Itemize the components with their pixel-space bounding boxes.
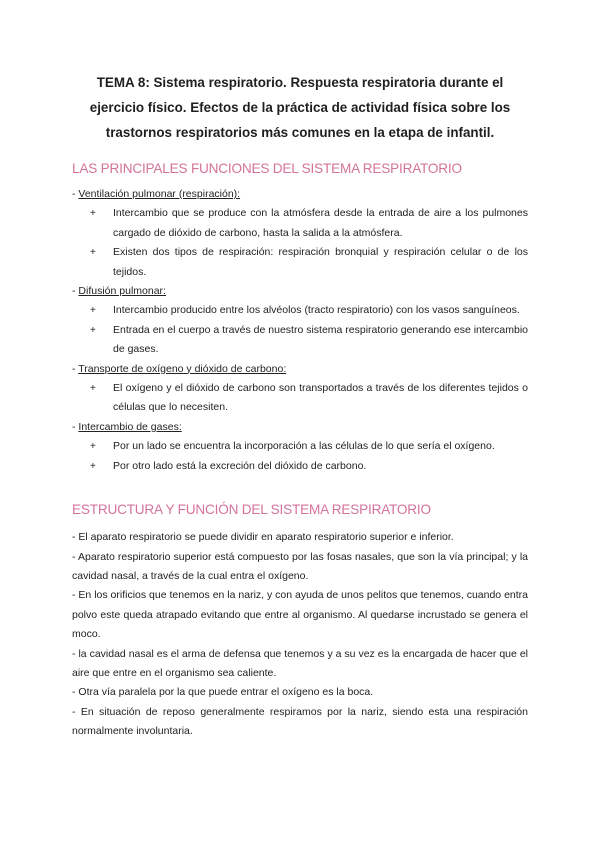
category-label: Difusión pulmonar: xyxy=(78,285,166,298)
category-prefix: - xyxy=(72,362,79,375)
plus-bullet-icon: + xyxy=(90,441,96,453)
category-ventilacion xyxy=(72,185,528,204)
paragraph: - En los orificios que tenemos en la nariz, y con ayuda de unos pelitos que tenemos, cuando entra polvo este queda atrapado evitando que entre al organismo. Al quedarse incrustado se genera el moco. xyxy=(72,589,528,641)
page-title: TEMA 8: Sistema respiratorio. Respuesta respiratoria durante el ejercicio físico. Efectos de la práctica de actividad física sobre los trastornos respiratorios más comunes en la etapa de infantil. xyxy=(89,75,511,140)
category-label: Intercambio de gases: xyxy=(78,420,182,433)
list-item xyxy=(72,321,528,360)
list-item xyxy=(72,204,528,243)
list-item xyxy=(72,243,528,282)
list-item xyxy=(72,437,528,456)
category-label: Transporte de oxígeno y dióxido de carbono: xyxy=(78,362,287,375)
list-item-text: El oxígeno y el dióxido de carbono son transportados a través de los diferentes tejidos o células que lo necesiten. xyxy=(113,382,528,414)
list-item xyxy=(72,379,528,418)
list-item-text: Existen dos tipos de respiración: respiración bronquial y respiración celular o de los tejidos. xyxy=(113,246,528,278)
section-heading-funciones: LAS PRINCIPALES FUNCIONES DEL SISTEMA RESPIRATORIO xyxy=(72,161,462,176)
plus-bullet-icon: + xyxy=(90,383,96,395)
list-item xyxy=(72,301,528,320)
section-heading-estructura: ESTRUCTURA Y FUNCIÓN DEL SISTEMA RESPIRATORIO xyxy=(72,502,431,518)
category-transporte xyxy=(72,360,528,379)
paragraph: - El aparato respiratorio se puede dividir en aparato respiratorio superior e inferior. xyxy=(72,531,454,544)
plus-bullet-icon: + xyxy=(90,208,96,220)
list-item-text: Intercambio que se produce con la atmósfera desde la entrada de aire a los pulmones cargado de dióxido de carbono, hasta la salida a la atmósfera. xyxy=(113,207,528,239)
category-difusion xyxy=(72,282,528,301)
list-item-text: Por un lado se encuentra la incorporación a las células de lo que sería el oxígeno. xyxy=(113,440,495,453)
list-item-text: Intercambio producido entre los alvéolos (tracto respiratorio) con los vasos sanguíneos. xyxy=(113,304,520,317)
paragraph: - Aparato respiratorio superior está compuesto por las fosas nasales, que son la vía principal; y la cavidad nasal, a través de la cual entra el oxígeno. xyxy=(72,550,528,582)
funciones-list xyxy=(72,185,528,476)
plus-bullet-icon: + xyxy=(90,460,96,472)
category-prefix: - xyxy=(72,188,79,200)
list-item-text: Entrada en el cuerpo a través de nuestro sistema respiratorio generando ese intercambio de gases. xyxy=(113,323,528,356)
category-prefix: - xyxy=(72,420,79,433)
category-prefix: - xyxy=(72,285,79,298)
list-item xyxy=(72,457,528,476)
plus-bullet-icon: + xyxy=(90,324,96,336)
plus-bullet-icon: + xyxy=(90,247,96,259)
estructura-paragraphs xyxy=(72,528,528,741)
category-label: Ventilación pulmonar (respiración): xyxy=(78,188,241,200)
paragraph: - En situación de reposo generalmente respiramos por la nariz, siendo esta una respiración normalmente involuntaria. xyxy=(72,705,528,738)
plus-bullet-icon: + xyxy=(90,305,96,317)
list-item-text: Por otro lado está la excreción del dióxido de carbono. xyxy=(113,459,367,472)
category-intercambio xyxy=(72,418,528,437)
paragraph: - la cavidad nasal es el arma de defensa que tenemos y a su vez es la encargada de hacer que el aire que entre en el organismo sea caliente. xyxy=(72,647,528,679)
paragraph: - Otra vía paralela por la que puede entrar el oxígeno es la boca. xyxy=(72,686,374,699)
